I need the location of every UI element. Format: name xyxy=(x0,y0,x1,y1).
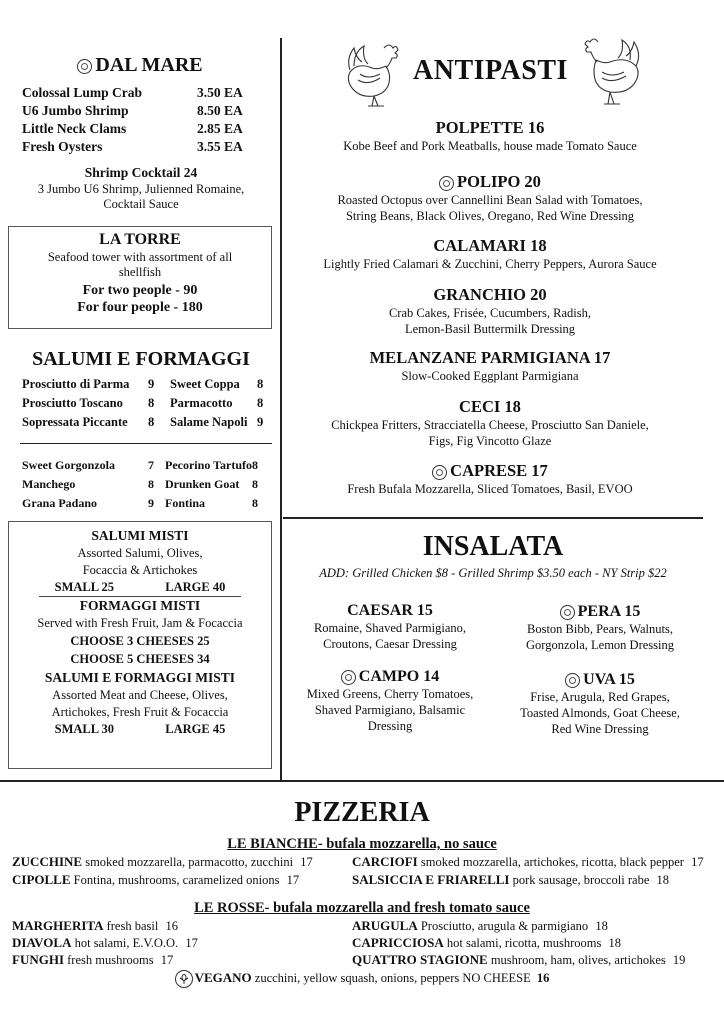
restaurant-seal-icon xyxy=(341,670,356,685)
antipasto-title xyxy=(290,397,690,417)
cheese-price: 8 xyxy=(252,496,258,510)
antipasto-desc: Slow-Cooked Eggplant Parmigiana xyxy=(401,369,579,383)
pizza-item xyxy=(12,935,198,951)
antipasto-name: MELANZANE PARMIGIANA 17 xyxy=(369,348,611,367)
pizza-item xyxy=(352,918,608,934)
pizza-name: ZUCCHINE xyxy=(12,854,83,869)
antipasto-item xyxy=(290,118,690,154)
antipasto-desc: Roasted Octopus over Cannellini Bean Salad with Tomatoes, xyxy=(337,193,643,207)
cheese-name: Pecorino Tartufo xyxy=(165,458,252,472)
pizza-item xyxy=(352,952,685,968)
pizza-price: 18 xyxy=(656,873,669,887)
antipasti-heading: ANTIPASTI xyxy=(413,55,568,86)
antipasto-name: CAPRESE 17 xyxy=(450,461,548,480)
salad-name: UVA 15 xyxy=(583,671,635,688)
seafood-price: 2.85 EA xyxy=(197,121,243,136)
salad-uva xyxy=(500,671,700,737)
pizza-price: 17 xyxy=(185,936,198,950)
salad-desc: Croutons, Caesar Dressing xyxy=(323,637,457,651)
seafood-item xyxy=(22,85,243,101)
pizza-desc: hot salami, ricotta, mushrooms xyxy=(446,936,602,950)
insalata-add-on: ADD: Grilled Chicken $8 - Grilled Shrimp $3.50 each - NY Strip $22 xyxy=(319,566,667,580)
salumi-misti-sizes xyxy=(9,580,271,595)
antipasto-name: POLPETTE 16 xyxy=(435,118,545,137)
salad-title xyxy=(290,602,490,620)
pizza-desc: fresh basil xyxy=(106,919,159,933)
antipasto-desc: Fresh Bufala Mozzarella, Sliced Tomatoes, Basil, EVOO xyxy=(347,482,633,496)
pizza-price: 18 xyxy=(595,919,608,933)
cheese-name: Grana Padano xyxy=(22,496,98,510)
pizza-price: 19 xyxy=(672,953,686,967)
seafood-name: Little Neck Clams xyxy=(22,121,127,136)
la-torre-desc-2: shellfish xyxy=(118,265,162,279)
cheese-price: 7 xyxy=(148,458,154,472)
salumi-misti-title: SALUMI MISTI xyxy=(91,528,189,543)
pizza-name: CARCIOFI xyxy=(352,854,418,869)
pizza-desc: Prosciutto, arugula & parmigiano xyxy=(420,919,589,933)
antipasto-desc: Lemon-Basil Buttermilk Dressing xyxy=(404,322,576,336)
salumi-price: 8 xyxy=(148,415,155,429)
misti-box xyxy=(8,521,272,769)
pizza-price: 16 xyxy=(165,919,178,933)
salumi-price: 8 xyxy=(257,396,264,410)
insalata-divider xyxy=(283,517,703,519)
antipasto-desc: Lightly Fried Calamari & Zucchini, Cherry Peppers, Aurora Sauce xyxy=(323,257,657,271)
antipasto-desc: Figs, Fig Vincotto Glaze xyxy=(428,434,552,448)
choose-3: CHOOSE 3 CHEESES 25 xyxy=(70,634,210,648)
salad-desc: Gorgonzola, Lemon Dressing xyxy=(525,638,674,652)
salad-name: CAESAR 15 xyxy=(347,602,433,619)
seafood-price: 3.55 EA xyxy=(197,139,243,154)
vegan-leaf-icon xyxy=(175,970,193,988)
pizza-price: 17 xyxy=(286,873,300,887)
pizza-item xyxy=(12,918,178,934)
pizza-name: DIAVOLA xyxy=(12,935,72,950)
cheese-name: Drunken Goat xyxy=(165,477,240,491)
salad-name: PERA 15 xyxy=(577,603,641,620)
salumi-name: Prosciutto di Parma xyxy=(22,377,130,391)
salumi-name: Sopressata Piccante xyxy=(22,415,128,429)
salumi-misti-desc: Assorted Salumi, Olives, xyxy=(77,546,203,560)
antipasto-item xyxy=(290,172,690,224)
antipasto-item xyxy=(290,397,690,449)
pizza-desc: Fontina, mushrooms, caramelized onions xyxy=(73,873,280,887)
center-divider xyxy=(280,38,282,780)
pizza-desc: hot salami, E.V.O.O. xyxy=(74,936,179,950)
salumi-price: 9 xyxy=(257,415,264,429)
pizza-desc: smoked mozzarella, parmacotto, zucchini xyxy=(85,855,294,869)
salad-caesar xyxy=(290,602,490,652)
salad-desc: Shaved Parmigiano, Balsamic xyxy=(314,703,466,717)
rooster-left-icon xyxy=(344,40,404,110)
la-torre-desc: Seafood tower with assortment of all xyxy=(47,250,233,264)
cheese-price: 8 xyxy=(148,477,154,491)
antipasto-title xyxy=(290,348,690,368)
seafood-name: Fresh Oysters xyxy=(22,139,103,154)
restaurant-seal-icon xyxy=(560,605,575,620)
seafood-item xyxy=(22,139,243,155)
salad-pera xyxy=(500,603,700,653)
salad-desc: Toasted Almonds, Goat Cheese, xyxy=(520,706,680,720)
restaurant-seal-icon xyxy=(77,59,92,74)
salumi-misti-desc-2: Focaccia & Artichokes xyxy=(82,563,198,577)
formaggi-misti-title: FORMAGGI MISTI xyxy=(79,598,201,613)
pizza-item xyxy=(12,952,173,968)
antipasto-desc: Crab Cakes, Frisée, Cucumbers, Radish, xyxy=(388,306,592,320)
pizza-name: FUNGHI xyxy=(12,952,64,967)
salad-title xyxy=(500,671,700,689)
salad-desc: Red Wine Dressing xyxy=(551,722,649,736)
antipasto-desc: String Beans, Black Olives, Oregano, Red Wine Dressing xyxy=(345,209,635,223)
pizza-item xyxy=(352,854,704,870)
insalata-heading: INSALATA xyxy=(422,531,564,562)
pizza-name: CAPRICCIOSA xyxy=(352,935,444,950)
shrimp-cocktail-desc: 3 Jumbo U6 Shrimp, Julienned Romaine, xyxy=(37,182,245,196)
pizza-item xyxy=(352,935,621,951)
pizza-item xyxy=(352,872,669,888)
salad-desc: Romaine, Shaved Parmigiano, xyxy=(313,621,467,635)
seafood-item xyxy=(22,121,243,137)
antipasto-title xyxy=(290,118,690,138)
salad-desc: Boston Bibb, Pears, Walnuts, xyxy=(527,622,673,636)
dal-mare-heading: DAL MARE xyxy=(40,54,240,77)
choose-5: CHOOSE 5 CHEESES 34 xyxy=(70,652,210,666)
cheese-name: Manchego xyxy=(22,477,76,491)
cheese-name: Sweet Gorgonzola xyxy=(22,458,115,472)
pizza-name: QUATTRO STAGIONE xyxy=(352,952,488,967)
rosse-heading: LE ROSSE- bufala mozzarella and fresh tomato sauce xyxy=(194,900,530,916)
pizza-name: SALSICCIA E FRIARELLI xyxy=(352,872,510,887)
pizza-price: 17 xyxy=(160,953,174,967)
antipasto-desc: Kobe Beef and Pork Meatballs, house made Tomato Sauce xyxy=(343,139,637,153)
salad-title xyxy=(290,668,490,686)
antipasto-name: GRANCHIO 20 xyxy=(433,285,547,304)
salad-title xyxy=(500,603,700,621)
vegano-name: VEGANO xyxy=(194,970,252,985)
rooster-right-icon xyxy=(580,36,646,108)
bianche-heading: LE BIANCHE- bufala mozzarella, no sauce xyxy=(227,836,497,852)
pizza-item xyxy=(12,872,299,888)
salumi-price: 8 xyxy=(148,396,155,410)
salumi-name: Prosciutto Toscano xyxy=(22,396,123,410)
salumi-heading: SALUMI E FORMAGGI xyxy=(32,348,250,370)
vegano-line xyxy=(0,970,724,988)
pizza-desc: smoked mozzarella, artichokes, ricotta, black pepper xyxy=(420,855,684,869)
pizza-name: CIPOLLE xyxy=(12,872,71,887)
salumi-misti-large: LARGE 40 xyxy=(165,580,226,594)
cheese-price: 8 xyxy=(252,477,258,491)
salumi-misti-small: SMALL 25 xyxy=(54,580,115,594)
salumi-price: 8 xyxy=(257,377,264,391)
salumi-name: Sweet Coppa xyxy=(170,377,240,391)
antipasto-title xyxy=(290,236,690,256)
seafood-price: 8.50 EA xyxy=(197,103,243,118)
salad-campo xyxy=(290,668,490,734)
restaurant-seal-icon xyxy=(439,176,454,191)
restaurant-seal-icon xyxy=(432,465,447,480)
cheese-price: 8 xyxy=(252,458,258,472)
seafood-price: 3.50 EA xyxy=(197,85,243,100)
la-torre-two: For two people - 90 xyxy=(82,283,198,298)
sf-misti-small: SMALL 30 xyxy=(54,722,115,736)
pizza-price: 18 xyxy=(608,936,621,950)
pizza-desc: fresh mushrooms xyxy=(67,953,154,967)
antipasto-name: CECI 18 xyxy=(459,397,521,416)
antipasto-item xyxy=(290,348,690,384)
cheese-name: Fontina xyxy=(165,496,206,510)
antipasto-name: CALAMARI 18 xyxy=(433,236,547,255)
pizza-price: 17 xyxy=(300,855,313,869)
pizza-desc: mushroom, ham, olives, artichokes xyxy=(490,953,666,967)
shrimp-cocktail-desc-2: Cocktail Sauce xyxy=(103,197,179,211)
pizzeria-heading: PIZZERIA xyxy=(294,797,430,828)
vegano-desc: zucchini, yellow squash, onions, peppers NO CHEESE xyxy=(254,971,531,985)
la-torre-box xyxy=(8,226,272,329)
pizza-desc: pork sausage, broccoli rabe xyxy=(512,873,650,887)
seafood-name: Colossal Lump Crab xyxy=(22,85,143,100)
antipasto-item xyxy=(290,461,690,497)
la-torre-title: LA TORRE xyxy=(99,231,181,248)
seafood-name: U6 Jumbo Shrimp xyxy=(22,103,129,118)
seafood-item xyxy=(22,103,243,119)
salad-desc: Frise, Arugula, Red Grapes, xyxy=(530,690,670,704)
salad-name: CAMPO 14 xyxy=(358,668,440,685)
sf-misti-sizes xyxy=(9,722,271,737)
salumi-name: Parmacotto xyxy=(170,396,233,410)
sf-misti-desc-2: Artichokes, Fresh Fruit & Focaccia xyxy=(51,705,229,719)
salumi-divider xyxy=(20,443,272,444)
salumi-name: Salame Napoli xyxy=(170,415,248,429)
cheese-price: 9 xyxy=(148,496,154,510)
formaggi-misti-desc: Served with Fresh Fruit, Jam & Focaccia xyxy=(37,616,243,630)
sf-misti-title: SALUMI E FORMAGGI MISTI xyxy=(44,670,236,685)
antipasto-title xyxy=(290,172,690,192)
pizza-item xyxy=(12,854,313,870)
restaurant-seal-icon xyxy=(565,673,580,688)
antipasto-name: POLIPO 20 xyxy=(457,172,541,191)
pizzeria-divider xyxy=(0,780,724,782)
salumi-price: 9 xyxy=(148,377,155,391)
misti-separator xyxy=(39,596,241,597)
antipasto-item xyxy=(290,285,690,337)
antipasto-desc: Chickpea Fritters, Stracciatella Cheese, Prosciutto San Daniele, xyxy=(331,418,649,432)
sf-misti-desc: Assorted Meat and Cheese, Olives, xyxy=(52,688,228,702)
antipasto-title xyxy=(290,461,690,481)
salad-desc: Dressing xyxy=(367,719,413,733)
antipasto-title xyxy=(290,285,690,305)
pizza-name: MARGHERITA xyxy=(12,918,104,933)
vegano-price: 16 xyxy=(536,971,550,985)
antipasto-item xyxy=(290,236,690,272)
la-torre-four: For four people - 180 xyxy=(77,300,203,315)
pizza-name: ARUGULA xyxy=(352,918,418,933)
shrimp-cocktail-title: Shrimp Cocktail 24 xyxy=(84,165,198,180)
shrimp-cocktail xyxy=(10,165,272,212)
pizza-price: 17 xyxy=(691,855,704,869)
salad-desc: Mixed Greens, Cherry Tomatoes, xyxy=(306,687,474,701)
sf-misti-large: LARGE 45 xyxy=(165,722,226,736)
